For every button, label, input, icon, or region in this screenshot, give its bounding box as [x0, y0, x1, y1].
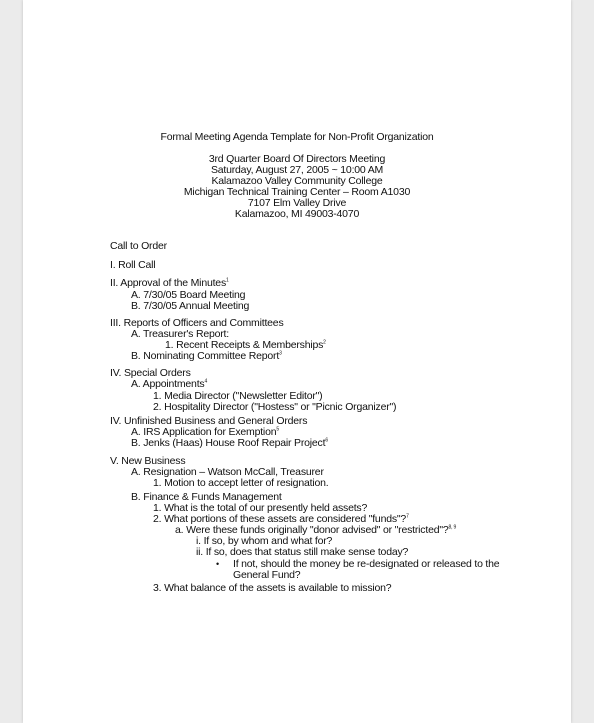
bullet-icon: • — [216, 559, 219, 569]
approval-item: A. 7/30/05 Board Meeting — [131, 289, 246, 301]
media-director-item: 1. Media Director ("Newsletter Editor") — [153, 390, 323, 402]
finance-question: 2. What portions of these assets are considered "funds"?$^7$ — [153, 513, 409, 525]
meeting-name: 3rd Quarter Board Of Directors Meeting — [208, 153, 386, 165]
bullet-item-continued: General Fund? — [233, 569, 301, 581]
treasurer-report: A. Treasurer's Report: — [131, 328, 229, 340]
appointments-item: A. Appointments$^4$ — [131, 378, 208, 390]
finance-question: 3. What balance of the assets is available to mission? — [153, 582, 392, 594]
irs-application-item: A. IRS Application for Exemption$^5$ — [131, 426, 279, 438]
special-orders-heading: IV. Special Orders — [110, 367, 191, 379]
receipts-item: 1. Recent Receipts & Memberships$^2$ — [165, 339, 326, 351]
new-business-heading: V. New Business — [110, 455, 186, 467]
motion-item: 1. Motion to accept letter of resignation. — [153, 477, 329, 489]
meeting-street: 7107 Elm Valley Drive — [247, 197, 347, 209]
resignation-item: A. Resignation – Watson McCall, Treasurer — [131, 466, 324, 478]
finance-question: 1. What is the total of our presently held assets? — [153, 502, 368, 514]
unfinished-business-heading: IV. Unfinished Business and General Orders — [110, 415, 308, 427]
call-to-order: Call to Order — [110, 240, 167, 252]
finance-subquestion: a. Were these funds originally "donor advised" or "restricted"?$^{8, 9}$ — [175, 524, 457, 536]
nominating-report: B. Nominating Committee Report$^3$ — [131, 350, 282, 362]
approval-item: B. 7/30/05 Annual Meeting — [131, 300, 250, 312]
jenks-house-item: B. Jenks (Haas) House Roof Repair Project$^6$ — [131, 437, 328, 449]
meeting-room: Michigan Technical Training Center – Room A1030 — [183, 186, 411, 198]
approval-heading: II. Approval of the Minutes$^1$ — [110, 277, 229, 289]
document-page — [23, 0, 571, 723]
finance-subquestion: ii. If so, does that status still make sense today? — [196, 546, 409, 558]
meeting-date: Saturday, August 27, 2005 ~ 10:00 AM — [210, 164, 384, 176]
reports-heading: III. Reports of Officers and Committees — [110, 317, 284, 329]
roll-call: I. Roll Call — [110, 259, 156, 271]
meeting-venue: Kalamazoo Valley Community College — [211, 175, 383, 187]
finance-item: B. Finance & Funds Management — [131, 491, 282, 503]
meeting-city: Kalamazoo, MI 49003-4070 — [234, 208, 360, 220]
finance-subquestion: i. If so, by whom and what for? — [196, 535, 333, 547]
bullet-item: If not, should the money be re-designated or released to the — [233, 558, 500, 570]
hospitality-director-item: 2. Hospitality Director ("Hostess" or "Picnic Organizer") — [153, 401, 397, 413]
document-title: Formal Meeting Agenda Template for Non-Profit Organization — [160, 131, 434, 143]
